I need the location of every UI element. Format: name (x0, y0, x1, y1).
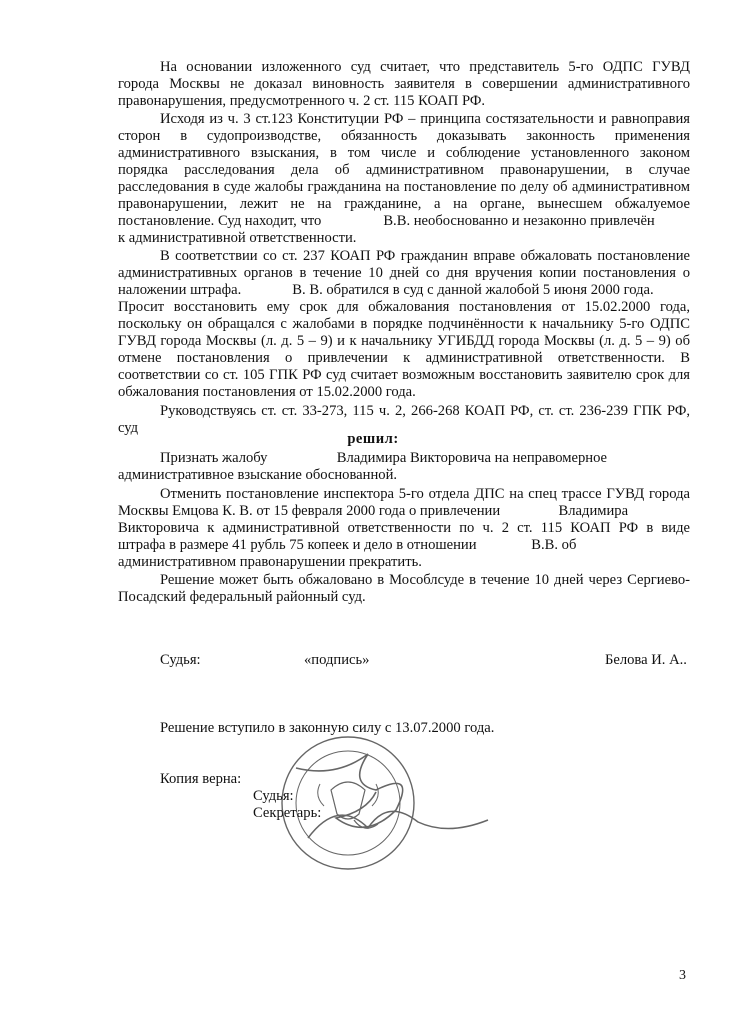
resolution-1-line-2: административное взыскание обоснованной. (118, 467, 398, 483)
paragraph-3-line-9: обжалования постановления от 15.02.2000 года. (118, 384, 416, 400)
paragraph-2-line-6: правонарушении, лежит не на гражданине, а на органе, вынесшем обжалуемое (118, 196, 690, 212)
paragraph-2-line-2: сторон в судопроизводстве, обязанность доказывать законность применения (118, 128, 690, 144)
seal-outer-ring (282, 737, 414, 869)
resolution-3-line-2: Посадский федеральный районный суд. (118, 589, 366, 605)
effective-date-note: Решение вступило в законную силу с 13.07.2000 года. (160, 720, 495, 736)
resolution-2-line-2: Москвы Емцова К. В. от 15 февраля 2000 года о привлечении Владимира (118, 503, 629, 519)
paragraph-2-line-1: Исходя из ч. 3 ст.123 Конституции РФ – принципа состязательности и равноправия (160, 111, 690, 127)
resolution-2-line-3: Викторовича к административной ответственности по ч. 2 ст. 115 КОАП РФ в виде (118, 520, 690, 536)
paragraph-3-line-8: соответствии со ст. 105 ГПК РФ суд считает возможным восстановить заявителю срок для (118, 367, 690, 383)
copy-verified-label: Копия верна: (160, 771, 242, 787)
paragraph-4-line-1: Руководствуясь ст. ст. 33-273, 115 ч. 2, 266-268 КОАП РФ, ст. ст. 236-239 ГПК РФ, (160, 403, 690, 419)
paragraph-2-line-3: административного взыскания, в том числе и соблюдение установленного законом (118, 145, 690, 161)
judge-label: Судья: (160, 652, 201, 668)
copy-judge-label: Судья: (253, 788, 294, 804)
paragraph-2-line-4: порядка расследования дела об административном правонарушении, в случае (118, 162, 690, 178)
resolution-2-line-4: штрафа в размере 41 рубль 75 копеек и дело в отношении В.В. об (118, 537, 577, 553)
paragraph-3-line-7: отмене постановления о привлечении к административной ответственности. В (118, 350, 690, 366)
resolution-1-line-1: Признать жалобу Владимира Викторовича на неправомерное (160, 450, 608, 466)
resolution-2-line-1: Отменить постановление инспектора 5-го отдела ДПС на спец трассе ГУВД города (160, 486, 690, 502)
seal-emblem (331, 782, 365, 819)
paragraph-3-line-6: ГУВД города Москвы (л. д. 5 – 9) и к начальнику УГИБДД города Москвы (л. д. 5 – 9) об (118, 333, 690, 349)
paragraph-2-line-7: постановление. Суд находит, что В.В. необоснованно и незаконно привлечён (118, 213, 655, 229)
page-number: 3 (679, 968, 686, 983)
paragraph-2-line-5: расследования в суде жалобы гражданина на постановление по делу об административном (118, 179, 690, 195)
paragraph-4-line-2: суд (118, 420, 139, 436)
resolution-3-line-1: Решение может быть обжаловано в Мособлсуде в течение 10 дней через Сергиево- (160, 572, 690, 588)
paragraph-3-line-4: Просит восстановить ему срок для обжалования постановления от 15.02.2000 года, (118, 299, 690, 315)
paragraph-3-line-3: наложении штрафа. В. В. обратился в суд с данной жалобой 5 июня 2000 года. (118, 282, 654, 298)
paragraph-3-line-1: В соответствии со ст. 237 КОАП РФ гражданин вправе обжаловать постановление (160, 248, 690, 264)
seal-inner-ring (296, 751, 400, 855)
signature-placeholder: «подпись» (304, 652, 370, 668)
court-seal-stamp (236, 728, 496, 878)
paragraph-3-line-2: административных органов в течение 10 дней со дня вручения копии постановления о (118, 265, 690, 281)
paragraph-1-line-1: На основании изложенного суд считает, что представитель 5-го ОДПС ГУВД (160, 59, 690, 75)
paragraph-2-line-8: к административной ответственности. (118, 230, 357, 246)
copy-secretary-label: Секретарь: (253, 805, 322, 821)
decision-heading: решил: (347, 431, 399, 447)
paragraph-1-line-2: города Москвы не доказал виновность заявителя в совершении административного (118, 76, 690, 92)
judge-name: Белова И. А.. (605, 652, 687, 668)
paragraph-1-line-3: правонарушения, предусмотренного ч. 2 ст. 115 КОАП РФ. (118, 93, 486, 109)
handwritten-signature-2 (308, 811, 488, 838)
paragraph-3-line-5: поскольку он обращался с жалобами в порядке подчинённости к начальнику 5-го ОДПС (118, 316, 690, 332)
resolution-2-line-5: административном правонарушении прекратить. (118, 554, 422, 570)
